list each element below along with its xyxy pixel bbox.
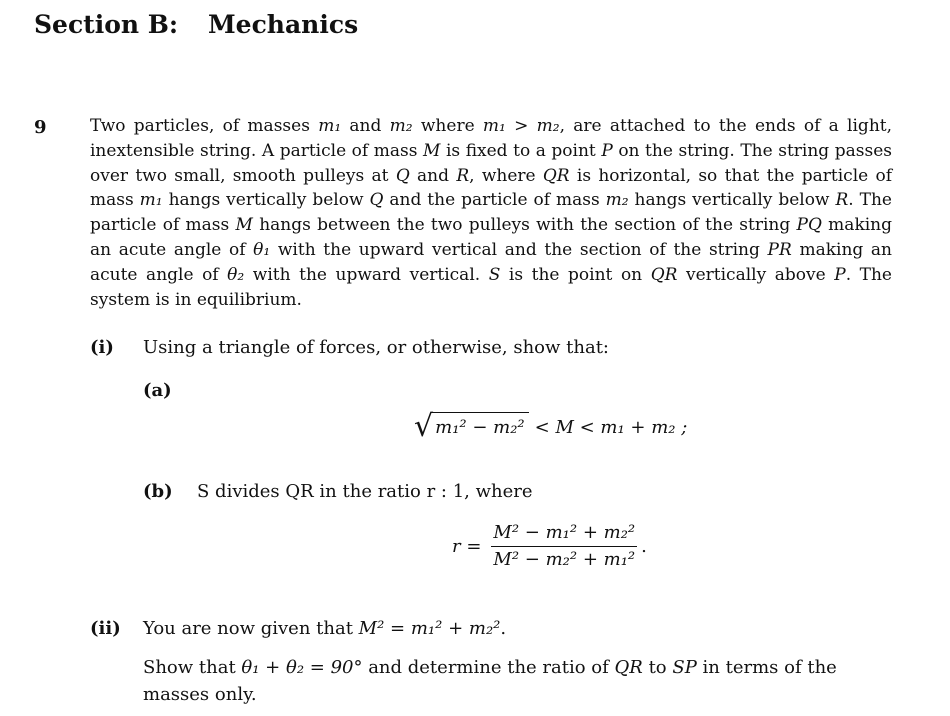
intro-math: θ₂ [227,264,245,285]
show-mid: and determine the ratio of [362,657,615,678]
intro-math: θ₁ [253,239,271,260]
intro-text: making an acute angle of [90,215,893,260]
intro-text: . The particle of mass [90,190,892,236]
part-ii-show-that [143,654,893,708]
sqrt-symbol: √ [414,409,434,444]
inequality-rest: < M < m₁ + m₂ ; [534,416,688,438]
show-suffix: in terms of the masses only. [143,657,837,705]
intro-text: with the upward vertical. [244,264,489,285]
intro-text: with the upward vertical and the section of the string [270,239,768,260]
intro-text: hangs between the two pulleys with the section of the string [252,215,797,236]
intro-math: QR [650,264,678,285]
intro-math: m₂ [389,116,413,136]
intro-text: and [409,165,457,186]
intro-math: PR [767,239,792,260]
question-intro [90,114,892,312]
intro-math: Q [369,190,384,211]
ratio-fraction [491,522,637,571]
intro-math: m₂ [605,190,629,211]
part-ii-given [143,618,506,639]
intro-math: P [834,264,846,285]
given-math: M² = m₁² + m₂² [358,618,501,639]
intro-math: P [601,140,613,161]
given-suffix: . [500,618,507,639]
sqrt-content: m₁² − m₂² [431,412,529,440]
ratio-lhs: r = [452,536,482,557]
question-number: 9 [34,117,47,138]
part-ib-text: S divides QR in the ratio r : 1, where [197,481,533,502]
intro-text: is the point on [500,264,651,285]
show-qr: QR [614,657,643,678]
section-header [34,10,358,39]
intro-math: QR [542,165,570,186]
intro-math: M [235,215,253,236]
ratio-formula [452,522,647,571]
show-math: θ₁ + θ₂ = 90° [241,657,363,678]
part-ia-label: (a) [143,380,172,401]
part-ii-label: (ii) [90,618,121,639]
intro-math: m₁ [139,190,163,211]
intro-math: S [488,264,501,285]
section-label: Section B: [34,10,179,39]
given-prefix: You are now given that [143,618,359,639]
part-i-text: Using a triangle of forces, or otherwise, show that: [143,337,609,358]
intro-text: Two particles, of masses [90,116,319,136]
ratio-denominator: M² − m₂² + m₁² [493,549,636,570]
intro-math: R [456,165,470,186]
intro-math: Q [395,165,410,186]
intro-math: m₁ [318,116,342,136]
intro-text: is fixed to a point [440,140,602,161]
intro-text: and the particle of mass [383,190,606,211]
intro-text: is horizontal, so that the particle of mass [90,165,893,211]
intro-math: M [423,140,441,161]
show-sp: SP [672,657,697,678]
section-title: Mechanics [208,10,359,39]
intro-math: R [835,190,849,211]
intro-text: vertically above [677,264,835,285]
intro-text: hangs vertically below [628,190,836,211]
intro-math: PQ [796,215,822,236]
intro-text: and [341,116,390,136]
intro-text: hangs vertically below [162,190,370,211]
part-i-label: (i) [90,337,114,358]
intro-text: on the string. The string passes over two small, smooth pulleys at [90,140,892,186]
intro-text: , are attached to the ends of a light, inextensible string. A particle of mass [90,116,893,161]
intro-text: where [412,116,483,136]
intro-math: m₁ > m₂ [482,116,560,136]
show-prefix: Show that [143,657,242,678]
intro-text: making an acute angle of [90,239,893,285]
intro-text: . The system is in equilibrium. [90,264,892,310]
show-to: to [642,657,673,678]
ratio-trailing-dot: . [641,536,647,557]
ratio-numerator: M² − m₁² + m₂² [491,522,637,547]
inequality-display [414,404,688,444]
part-ib-label: (b) [143,481,173,502]
intro-text: , where [469,165,543,186]
